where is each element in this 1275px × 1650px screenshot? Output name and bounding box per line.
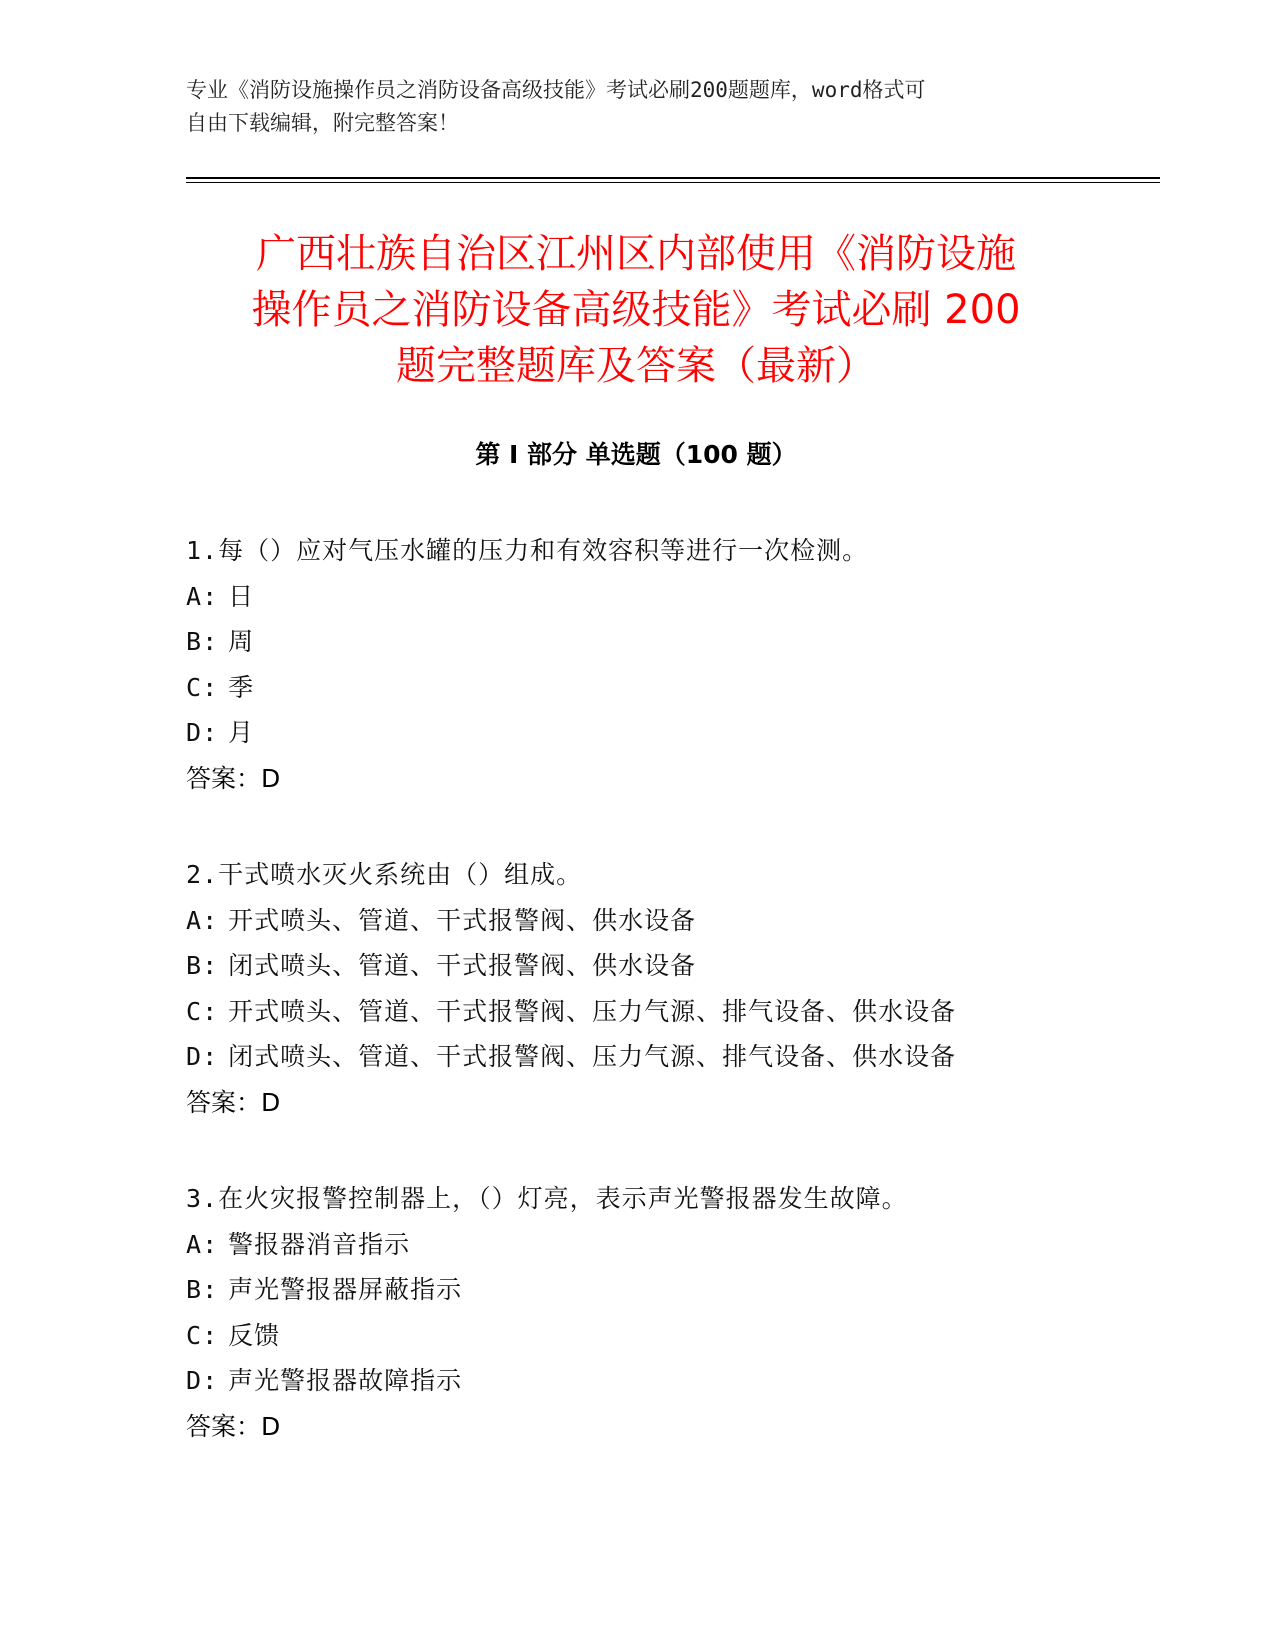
header-divider-thin	[186, 182, 1160, 183]
option-b	[186, 943, 1116, 989]
document-title-line-3: 题完整题库及答案（最新）	[396, 343, 876, 389]
document-title-line-1: 广西壮族自治区江州区内部使用《消防设施	[256, 231, 1016, 277]
option-letter: A	[186, 1229, 203, 1259]
option-b	[186, 1267, 1116, 1313]
option-text: 声光警报器故障指示	[228, 1366, 463, 1395]
option-text: 月	[228, 718, 255, 747]
option-text: 开式喷头、管道、干式报警阀、压力气源、排气设备、供水设备	[228, 996, 957, 1026]
option-letter: A	[186, 581, 203, 611]
option-a	[186, 1222, 1116, 1268]
option-letter: D	[186, 718, 203, 747]
option-separator: :	[202, 581, 219, 611]
option-text: 日	[228, 581, 255, 611]
option-separator: :	[202, 951, 219, 980]
option-c	[186, 665, 1116, 711]
option-text: 周	[228, 627, 255, 656]
question-stem: 3.在火灾报警控制器上，（）灯亮，表示声光警报器发生故障。	[186, 1184, 908, 1213]
option-text: 开式喷头、管道、干式报警阀、供水设备	[228, 905, 697, 935]
option-text: 声光警报器屏蔽指示	[228, 1275, 463, 1304]
option-separator: :	[202, 1275, 219, 1304]
option-separator: :	[202, 1366, 219, 1395]
option-text: 季	[228, 672, 255, 702]
option-letter: B	[186, 627, 203, 656]
option-separator: :	[202, 672, 219, 702]
answer-line: 答案：D	[186, 763, 281, 793]
option-b	[186, 619, 1116, 665]
option-separator: :	[202, 1229, 219, 1259]
question-stem: 1.每（）应对气压水罐的压力和有效容积等进行一次检测。	[186, 536, 869, 565]
option-d	[186, 710, 1116, 756]
question-list	[186, 528, 1116, 1500]
option-a	[186, 898, 1116, 944]
option-letter: D	[186, 1042, 203, 1071]
option-letter: B	[186, 1275, 203, 1304]
option-separator: :	[202, 627, 219, 656]
option-text: 闭式喷头、管道、干式报警阀、供水设备	[228, 951, 697, 980]
option-separator: :	[202, 905, 219, 935]
option-c	[186, 1313, 1116, 1359]
header-note	[186, 74, 1066, 140]
option-separator: :	[202, 996, 219, 1026]
answer-line: 答案：D	[186, 1411, 281, 1441]
option-separator: :	[202, 1320, 219, 1350]
section-heading: 第 I 部分 单选题（100 题）	[475, 440, 797, 469]
document-title-line-2: 操作员之消防设备高级技能》考试必刷 200	[251, 287, 1021, 333]
header-note-line-2: 自由下载编辑，附完整答案！	[186, 111, 459, 135]
question-stem: 2.干式喷水灭火系统由（）组成。	[186, 860, 583, 889]
header-note-line-1: 专业《消防设施操作员之消防设备高级技能》考试必刷200题题库，word格式可	[186, 78, 926, 102]
option-letter: C	[186, 672, 203, 702]
option-text: 警报器消音指示	[228, 1229, 411, 1259]
option-separator: :	[202, 718, 219, 747]
option-separator: :	[202, 1042, 219, 1071]
option-text: 反馈	[228, 1320, 281, 1350]
question-item-2	[186, 852, 1116, 1125]
option-text: 闭式喷头、管道、干式报警阀、压力气源、排气设备、供水设备	[228, 1042, 957, 1071]
option-d	[186, 1358, 1116, 1404]
option-letter: A	[186, 905, 203, 935]
option-d	[186, 1034, 1116, 1080]
answer-line: 答案：D	[186, 1087, 281, 1117]
option-a	[186, 574, 1116, 620]
option-c	[186, 989, 1116, 1035]
option-letter: B	[186, 951, 203, 980]
document-title	[186, 226, 1086, 394]
option-letter: D	[186, 1366, 203, 1395]
option-letter: C	[186, 1320, 203, 1350]
question-item-1	[186, 528, 1116, 801]
question-item-3	[186, 1176, 1116, 1449]
header-divider-thick	[186, 177, 1160, 179]
option-letter: C	[186, 996, 203, 1026]
